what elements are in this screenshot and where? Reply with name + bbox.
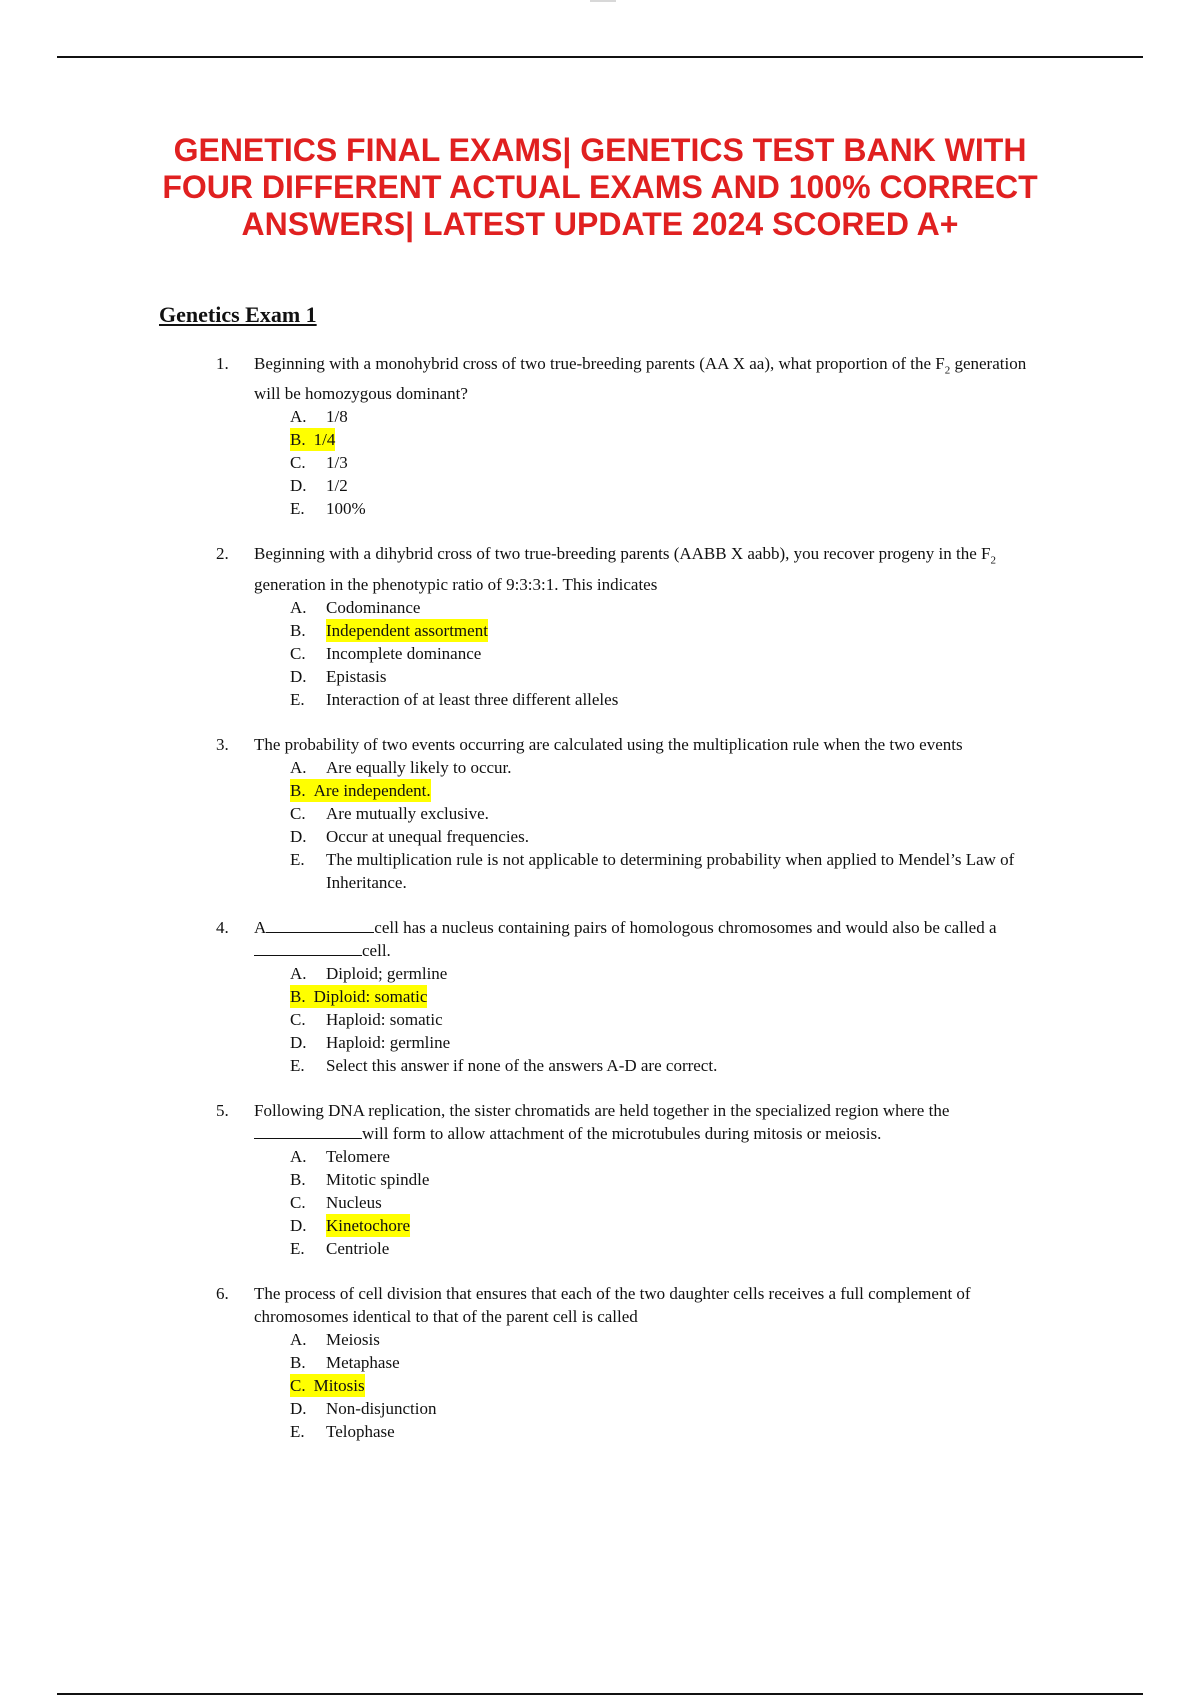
option-text: Are independent. (313, 780, 431, 800)
question-text-part: Beginning with a dihybrid cross of two true-breeding parents (AABB X aabb), you recover progeny in the F (254, 544, 991, 564)
option-b-correct (290, 619, 1200, 642)
option-c (290, 451, 1200, 474)
question-text (254, 352, 1054, 405)
option-d (290, 474, 1200, 497)
option-letter: A. (290, 757, 307, 777)
question-text-part: Beginning with a monohybrid cross of two true-breeding parents (AA X aa), what proportion of the F (254, 354, 945, 373)
option-c (290, 1008, 1200, 1031)
option-letter: B. (290, 620, 306, 640)
option-text: Codominance (326, 597, 421, 617)
option-text: Non-disjunction (326, 1398, 437, 1418)
question-text-part: cell has a nucleus containing pairs of homologous chromosomes and would also be called a (374, 917, 997, 937)
question-text-part: will form to allow attachment of the microtubules during mitosis or meiosis. (362, 1123, 882, 1143)
option-d (290, 1397, 1200, 1420)
option-letter: C. (290, 803, 306, 823)
question-1 (0, 352, 1200, 520)
question-text-part: cell. (362, 940, 391, 960)
exam-heading: Genetics Exam 1 (159, 302, 317, 327)
option-text: Telophase (326, 1421, 395, 1441)
question-number: 6. (216, 1283, 229, 1303)
footer-rule (57, 1693, 1143, 1695)
option-letter: D. (290, 1398, 307, 1418)
option-list (0, 1328, 1200, 1443)
fill-in-blank (254, 1122, 362, 1139)
option-e (290, 848, 1050, 894)
answer-highlight (290, 779, 431, 802)
option-list (0, 1145, 1200, 1260)
option-text: Epistasis (326, 666, 387, 686)
option-letter: E. (290, 499, 305, 519)
question-text (254, 542, 1054, 595)
option-letter: D. (290, 1215, 307, 1235)
option-text: 1/4 (313, 430, 336, 450)
option-letter: B. (290, 780, 306, 800)
option-text: Mitosis (313, 1375, 365, 1395)
answer-highlight (290, 1374, 365, 1397)
question-number: 4. (216, 917, 229, 937)
option-d (290, 1031, 1200, 1054)
option-text: Select this answer if none of the answers A-D are correct. (326, 1055, 718, 1075)
header-rule (57, 56, 1143, 58)
option-a (290, 596, 1200, 619)
option-letter: E. (290, 689, 305, 709)
option-text: Nucleus (326, 1192, 382, 1212)
question-number: 2. (216, 544, 229, 564)
option-list (0, 405, 1200, 520)
option-e (290, 1237, 1200, 1260)
option-letter: E. (290, 849, 305, 869)
option-d-correct (290, 1214, 1200, 1237)
option-text: Diploid; germline (326, 963, 448, 983)
option-letter: A. (290, 407, 307, 427)
question-text-part: generation in the phenotypic ratio of 9:3:3:1. This indicates (254, 574, 658, 594)
answer-highlight: Independent assortment (326, 620, 488, 640)
question-text (254, 916, 1054, 962)
answer-highlight: Kinetochore (326, 1215, 411, 1235)
question-number: 3. (216, 734, 229, 754)
question-2 (0, 542, 1200, 710)
option-letter: C. (290, 453, 306, 473)
question-text-part: generation will be homozygous dominant? (254, 354, 1027, 404)
option-text: Haploid: germline (326, 1032, 451, 1052)
option-letter: B. (290, 986, 306, 1006)
page-top-mark (590, 0, 616, 2)
question-number: 1. (216, 354, 229, 373)
option-list (0, 756, 1200, 894)
option-text: 1/3 (326, 453, 348, 473)
option-text: Are mutually exclusive. (326, 803, 489, 823)
option-c (290, 1191, 1200, 1214)
question-6 (0, 1282, 1200, 1443)
option-list (0, 962, 1200, 1077)
option-a (290, 1145, 1200, 1168)
option-a (290, 405, 1200, 428)
answer-highlight (290, 985, 427, 1008)
option-letter: E. (290, 1055, 305, 1075)
answer-highlight (290, 428, 335, 451)
question-number: 5. (216, 1100, 229, 1120)
option-a (290, 756, 1200, 779)
subscript: 2 (990, 554, 996, 567)
option-a (290, 962, 1200, 985)
option-b (290, 1351, 1200, 1374)
question-text-part: A (254, 917, 267, 937)
question-5 (0, 1099, 1200, 1260)
option-text: Diploid: somatic (313, 986, 428, 1006)
document-title: GENETICS FINAL EXAMS| GENETICS TEST BANK WITH FOUR DIFFERENT ACTUAL EXAMS AND 100% CORRECT ANSWERS| LATEST UPDATE 2024 SCORED A+ (162, 132, 1038, 242)
option-b (290, 1168, 1200, 1191)
option-text: Interaction of at least three different alleles (326, 689, 619, 709)
option-letter: E. (290, 1421, 305, 1441)
option-e (290, 1054, 1200, 1077)
option-b-correct (290, 428, 1200, 451)
option-text: 100% (326, 499, 366, 519)
option-letter: A. (290, 1146, 307, 1166)
option-b-correct (290, 985, 1200, 1008)
option-d (290, 665, 1200, 688)
option-letter: C. (290, 1192, 306, 1212)
option-e (290, 497, 1200, 520)
option-text: Mitotic spindle (326, 1169, 430, 1189)
option-letter: D. (290, 826, 307, 846)
option-c (290, 802, 1200, 825)
option-letter: C. (290, 643, 306, 663)
option-letter: B. (290, 430, 306, 450)
option-list (0, 596, 1200, 711)
option-text: Occur at unequal frequencies. (326, 826, 529, 846)
option-letter: A. (290, 1329, 307, 1349)
question-text-part: Following DNA replication, the sister chromatids are held together in the specialized region where the (254, 1100, 950, 1120)
option-c-correct (290, 1374, 1200, 1397)
option-letter: B. (290, 1352, 306, 1372)
option-letter: C. (290, 1009, 306, 1029)
option-c (290, 642, 1200, 665)
option-letter: D. (290, 1032, 307, 1052)
question-list (0, 352, 1200, 1465)
option-text: Centriole (326, 1238, 390, 1258)
option-text: Haploid: somatic (326, 1009, 443, 1029)
option-text: Metaphase (326, 1352, 400, 1372)
option-text: Incomplete dominance (326, 643, 482, 663)
question-text: The probability of two events occurring are calculated using the multiplication rule when the two events (254, 734, 963, 754)
subscript: 2 (944, 364, 951, 377)
option-letter: D. (290, 476, 307, 496)
option-letter: D. (290, 666, 307, 686)
option-letter: C. (290, 1375, 306, 1395)
question-text (254, 1099, 1054, 1145)
option-text: Are equally likely to occur. (326, 757, 512, 777)
option-letter: B. (290, 1169, 306, 1189)
option-a (290, 1328, 1200, 1351)
fill-in-blank (254, 939, 362, 956)
option-e (290, 688, 1200, 711)
option-letter: A. (290, 963, 307, 983)
question-4 (0, 916, 1200, 1077)
option-letter: A. (290, 597, 307, 617)
question-3 (0, 733, 1200, 894)
option-letter: E. (290, 1238, 305, 1258)
question-text: The process of cell division that ensures that each of the two daughter cells receives a full complement of chromosomes identical to that of the parent cell is called (254, 1283, 971, 1326)
option-text: Meiosis (326, 1329, 380, 1349)
option-text: The multiplication rule is not applicable to determining probability when applied to Mendel’s Law of Inheritance. (326, 849, 1015, 892)
fill-in-blank (266, 916, 374, 933)
option-text: 1/2 (326, 476, 348, 496)
option-d (290, 825, 1200, 848)
option-text: Telomere (326, 1146, 390, 1166)
option-text: 1/8 (326, 407, 348, 427)
option-b-correct (290, 779, 1200, 802)
option-e (290, 1420, 1200, 1443)
